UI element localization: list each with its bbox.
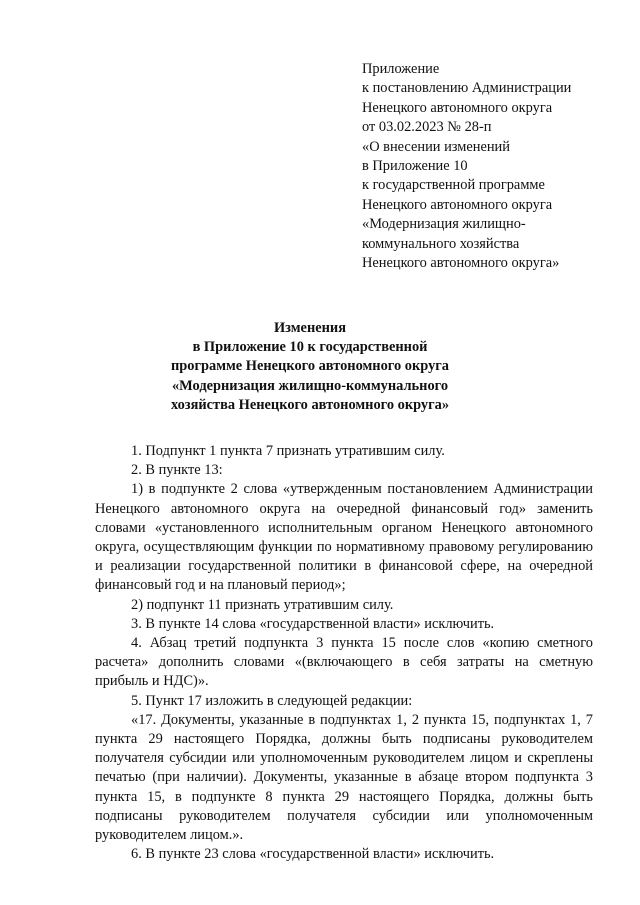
paragraph: «17. Документы, указанные в подпунктах 1, 2 пункта 15, подпунктах 1, 7 пункта 29 настоящего Порядка, должны быть подписаны руководителем получателя субсидии или уполномоченным руководителем лицом и скреплены печатью (при наличии). Документы, указанные в абзаце втором подпункта 3 пункта 15, в подпункте 8 пункта 29 настоящего Порядка, должны быть подписаны руководителем получателя субсидии или уполномоченным руководителем лицом.». xyxy=(95,711,593,844)
paragraph: 1. Подпункт 1 пункта 7 признать утратившим силу. xyxy=(131,443,445,459)
title-line: программе Ненецкого автономного округа xyxy=(170,358,449,375)
paragraph: 1) в подпункте 2 слова «утвержденным постановлением Администрации Ненецкого автономного округа на очередной финансовый год» заменить словами «установленного исполнительным органом Ненецкого автономного округа, осуществляющим функции по нормативному правовому регулированию и реализации государственной политики в финансовой сфере, на очередной финансовый год и на плановый период»; xyxy=(95,481,593,594)
title-line: в Приложение 10 к государственной xyxy=(192,339,428,356)
appendix-line: в Приложение 10 xyxy=(362,158,468,175)
document-title xyxy=(60,319,560,415)
title-line: хозяйства Ненецкого автономного округа» xyxy=(170,396,450,413)
appendix-line: Приложение xyxy=(362,61,440,77)
paragraph: 2. В пункте 13: xyxy=(131,462,223,479)
title-line: «Модернизация жилищно-коммунального xyxy=(171,377,449,394)
appendix-line: от 03.02.2023 № 28-п xyxy=(362,119,492,136)
appendix-line: Ненецкого автономного округа xyxy=(362,196,553,213)
paragraph: 3. В пункте 14 слова «государственной власти» исключить. xyxy=(131,615,495,632)
paragraph: 5. Пункт 17 изложить в следующей редакции: xyxy=(131,692,413,709)
title-line: Изменения xyxy=(273,320,346,336)
paragraph: 6. В пункте 23 слова «государственной власти» исключить. xyxy=(131,846,495,863)
appendix-line: коммунального хозяйства xyxy=(362,235,520,252)
document-body xyxy=(95,442,593,864)
appendix-line: к государственной программе xyxy=(362,177,545,194)
appendix-line: Ненецкого автономного округа xyxy=(362,99,553,116)
paragraph: 2) подпункт 11 признать утратившим силу. xyxy=(131,596,394,613)
appendix-block xyxy=(362,60,622,273)
appendix-line: к постановлению Администрации xyxy=(362,80,572,97)
appendix-line: «Модернизация жилищно- xyxy=(362,216,526,233)
appendix-line: «О внесении изменений xyxy=(362,138,510,155)
appendix-line: Ненецкого автономного округа» xyxy=(362,255,560,272)
paragraph: 4. Абзац третий подпункта 3 пункта 15 после слов «копию сметного расчета» дополнить словами «(включающего в себя затраты на сметную прибыль и НДС)». xyxy=(95,635,593,690)
